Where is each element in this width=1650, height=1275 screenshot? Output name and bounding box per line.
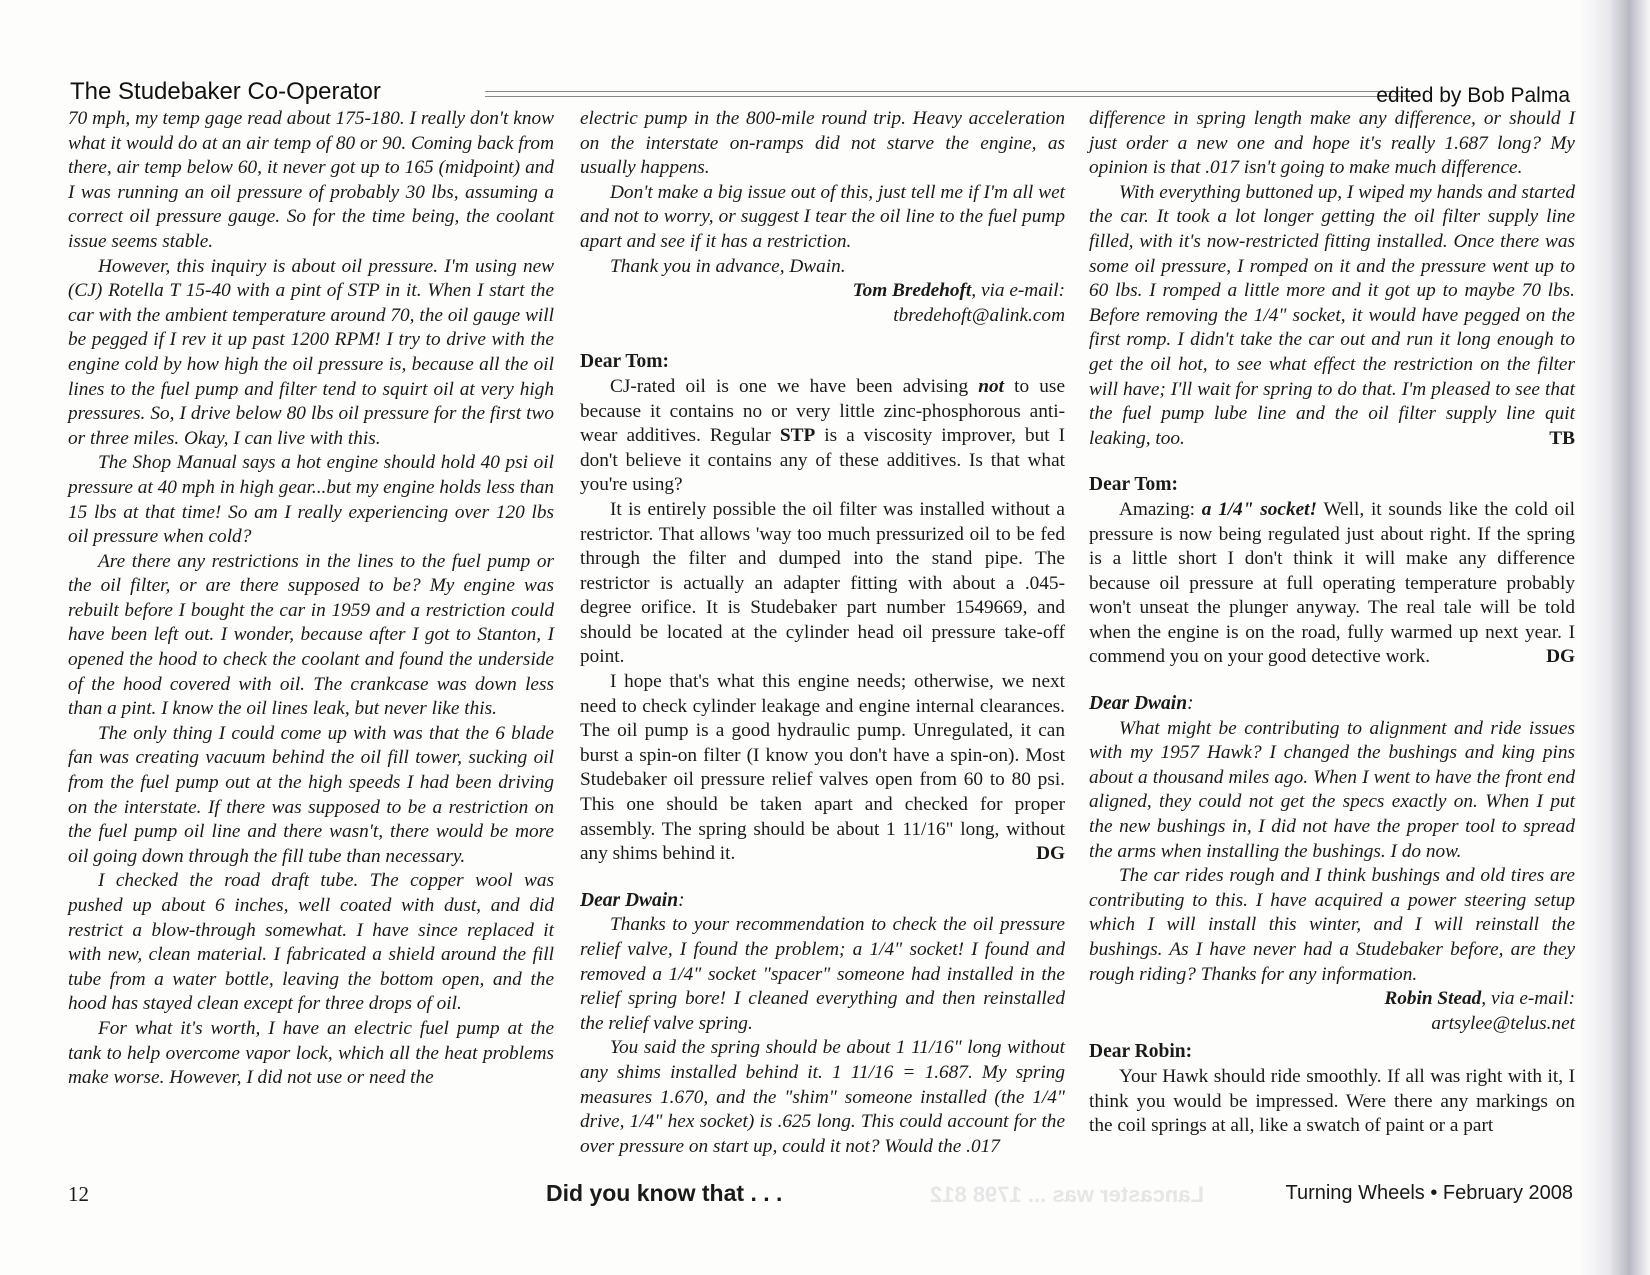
paragraph: You said the spring should be about 1 11/16" long without any shims installed behind it. 1 11/16 = 1.687. My spring measures 1.670, and the "shim" someone installed (the 1/4" drive, 1/4" hex socket) is .625 long. This could account for the over pressure on start up, could it not? Would the .017 — [580, 1037, 1065, 1157]
paragraph: With everything buttoned up, I wiped my hands and started the car. It took a lot longer getting the oil filter supply line filled, with it's now-restricted fitting installed. Once there was some oil pressure, I romped on it and the pressure went up to 60 lbs. I romped a little more and it got up to maybe 70 lbs. Before removing the 1/4" socket, it would have pegged on the first romp. I didn't take the car out and run it long enough to get the oil hot, to see what effect the restriction on the filter will have; I'll wait for spring to do that. I'm pleased to see that the fuel pump lube line and the oil filter supply line quit leaking, too. TB — [1089, 181, 1575, 452]
paragraph: Amazing: a 1/4" socket! Well, it sounds like the cold oil pressure is now being regulated just about right. If the spring is a little short I don't think it will make any difference because oil pressure at full operating temperature probably won't unseat the plunger anyway. The real tale will be told when the engine is on the road, fully warmed up next year. I commend you on your good detective work. DG — [1089, 498, 1575, 670]
bleed-through-text: Lancaster was ... 1798 812 — [930, 1182, 1204, 1207]
paragraph: 70 mph, my temp gage read about 175-180. I really don't know what it would do at an air temp of 80 or 90. Coming back from there, air temp below 60, it never got up to 165 (midpoint) and I was running an oil pressure of probably 30 lbs, assuming a correct oil pressure gauge. So for the time being, the coolant issue seems stable. — [68, 108, 554, 252]
reader-initials: TB — [1549, 427, 1575, 449]
paragraph: What might be contributing to alignment and ride issues with my 1957 Hawk? I changed the bushings and king pins about a thousand miles ago. When I went to have the front end aligned, they could not get the specs exactly on. When I put the new bushings in, I did not have the proper tool to spread the arms when installing the bushings. I do now. — [1089, 717, 1575, 862]
paragraph: Thanks to your recommendation to check the oil pressure relief valve, I found the problem; a 1/4" socket! I found and removed a 1/4" socket "spacer" someone had installed in the relief spring bore! I cleaned everything and then reinstalled the relief valve spring. — [580, 914, 1065, 1034]
column-title: The Studebaker Co-Operator — [70, 78, 381, 105]
paragraph: Thank you in advance, Dwain. — [610, 255, 846, 277]
author-name: Robin Stead — [1384, 988, 1482, 1010]
letter-salutation: Dear Dwain: — [1089, 693, 1194, 715]
paragraph: The only thing I could come up with was that the 6 blade fan was creating vacuum behind the oil fill tower, sucking oil from the fuel pump out at the high speeds I had been driving on the interstate. If there was supposed to be a restriction on the fuel pump oil line and there wasn't, there would be more oil going down through the fill tube than necessary. — [68, 722, 554, 867]
paragraph: I hope that's what this engine needs; otherwise, we next need to check cylinder leakage and engine internal clearances. The oil pump is a good hydraulic pump. Unregulated, it can burst a spin-on filter (I know you don't have a spin-on). Most Studebaker oil pressure relief valves open from 60 to 80 psi. This one should be taken apart and checked for proper assembly. The spring should be about 1 11/16" long, without any shims behind it. DG — [580, 670, 1065, 867]
paragraph: CJ-rated oil is one we have been advising not to use because it contains no or very little zinc-phosphorous anti-wear additives. Regular STP is a viscosity improver, but I don't believe it contains any of these additives. Is that what you're using? — [580, 375, 1065, 496]
paragraph: However, this inquiry is about oil pressure. I'm using new (CJ) Rotella T 15-40 with a pint of STP in it. When I start the car with the ambient temperature around 70, the oil gauge will be pegged if I rev it up past 1200 RPM! I try to drive with the engine cold by how high the oil pressure is, because all the oil lines to the fuel pump and filter tend to squirt oil at very high pressures. So, I drive below 80 lbs oil pressure for the first two or three miles. Okay, I can live with this. — [68, 255, 554, 449]
publication-issue: Turning Wheels • February 2008 — [1285, 1182, 1573, 1204]
author-name: Tom Bredehoft — [852, 280, 972, 302]
paragraph: The Shop Manual says a hot engine should hold 40 psi oil pressure at 40 mph in high gear...but my engine holds less than 15 lbs at that time! So am I really experiencing over 120 lbs oil pressure when cold? — [68, 452, 554, 548]
page-number: 12 — [68, 1182, 89, 1206]
paragraph: For what it's worth, I have an electric fuel pump at the tank to help overcome vapor lock, which all the heat problems make worse. However, I did not use or need the — [68, 1017, 554, 1089]
paragraph: Are there any restrictions in the lines to the fuel pump or the oil filter, or are there supposed to be? My engine was rebuilt before I bought the car in 1959 and a restriction could have been left out. I wonder, because after I got to Stanton, I opened the hood to check the coolant and found the underside of the hood covered with oil. The crankcase was down less than a pint. I know the oil lines leak, but never like this. — [68, 550, 554, 720]
reply-salutation: Dear Tom: — [1089, 474, 1179, 496]
paragraph: Don't make a big issue out of this, just tell me if I'm all wet and not to worry, or suggest I tear the oil line to the fuel pump apart and see if it has a restriction. — [580, 181, 1065, 252]
author-email: tbredehoft@alink.com — [893, 304, 1065, 326]
did-you-know-teaser: Did you know that . . . — [546, 1180, 783, 1206]
paragraph: I checked the road draft tube. The copper wool was pushed up about 6 inches, well coated with dust, and did restrict a blow-through somewhat. I have since replaced it with new, clean material. I fabricated a shield around the fill tube from a water bottle, leaving the bottom open, and the hood has stayed clean except for three drops of oil. — [68, 870, 554, 1015]
letter-signature: Robin Stead, via e-mail: — [1384, 988, 1575, 1010]
letter-salutation: Dear Dwain: — [580, 889, 685, 911]
paragraph: electric pump in the 800-mile round trip. Heavy acceleration on the interstate on-ramps did not starve the engine, as usually happens. — [580, 108, 1065, 179]
column-1 — [68, 107, 554, 1107]
header-rule-divider — [485, 91, 1420, 97]
paragraph: difference in spring length make any difference, or should I just order a new one and hope it's really 1.687 long? My opinion is that .017 isn't going to make much difference. — [1089, 108, 1575, 179]
page-binding-shadow — [1580, 0, 1650, 1275]
paragraph: It is entirely possible the oil filter was installed without a restrictor. That allows 'way too much pressurized oil to be fed through the filter and dumped into the stand pipe. The restrictor is actually an adapter fitting with about a .045-degree orifice. It is Studebaker part number 1549669, and should be located at the cylinder head oil pressure take-off point. — [580, 498, 1065, 668]
editor-credit: edited by Bob Palma — [1376, 84, 1570, 107]
reply-salutation: Dear Robin: — [1089, 1041, 1193, 1063]
column-3 — [1089, 107, 1575, 1137]
author-email: artsylee@telus.net — [1431, 1012, 1575, 1034]
column-2 — [580, 107, 1065, 1157]
reply-salutation: Dear Tom: — [580, 351, 670, 373]
editor-initials: DG — [1036, 843, 1065, 865]
editor-initials: DG — [1546, 646, 1575, 668]
paragraph: The car rides rough and I think bushings and old tires are contributing to this. I have acquired a power steering setup which I will install this winter, and I will reinstall the bushings. As I have never had a Studebaker before, are they rough riding? Thanks for any information. — [1089, 865, 1575, 985]
paragraph: Your Hawk should ride smoothly. If all was right with it, I think you would be impressed. Were there any markings on the coil springs at all, like a swatch of paint or a part — [1089, 1065, 1575, 1137]
letter-signature: Tom Bredehoft, via e-mail: — [852, 280, 1065, 302]
